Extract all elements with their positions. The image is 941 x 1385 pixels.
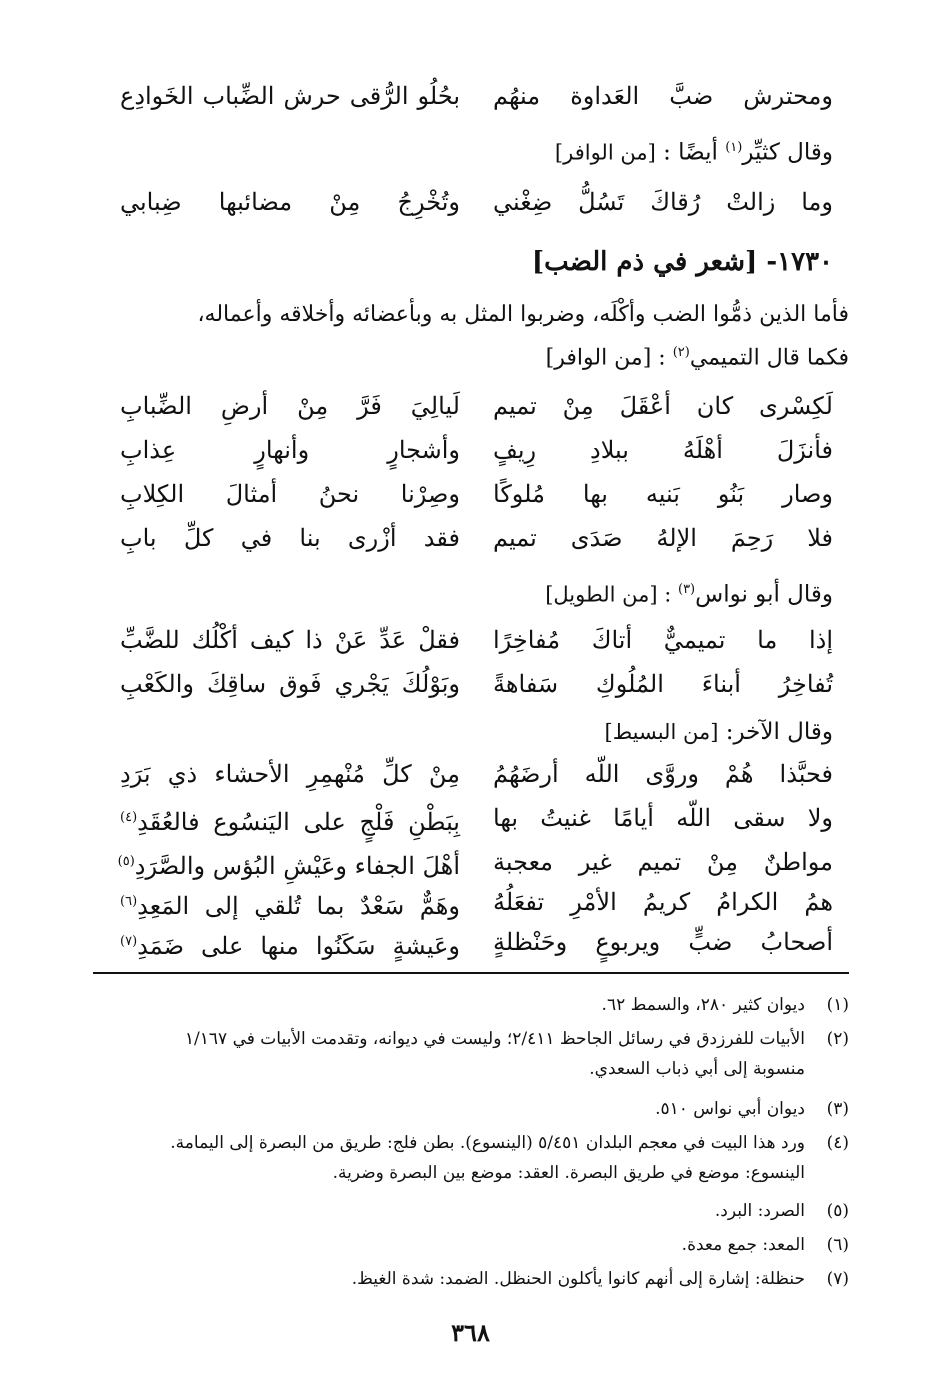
prose-line: فأما الذين ذمُّوا الضب وأكْلَه، وضربوا المثل به وبأعضائه وأخلاقه وأعماله، bbox=[197, 302, 849, 327]
footnote-ref: (٤) bbox=[120, 810, 138, 825]
verse-second-hemistich: بحُلُو الرُّقى حرش الضِّباب الخَوادِع bbox=[120, 82, 460, 110]
verse-first-hemistich: تُفاخِرُ أبناءَ المُلُوكِ سَفاهةً bbox=[493, 670, 833, 698]
verse-first-hemistich: وصار بَنُو بَنيه بها مُلوكًا bbox=[493, 480, 833, 508]
section-number: ١٧٣٠ bbox=[777, 247, 833, 277]
meter-label: : [من الوافر] bbox=[545, 345, 673, 371]
footnote-number: (١) bbox=[826, 995, 849, 1015]
footnote-number: (٣) bbox=[826, 1099, 849, 1119]
verse-intro: وقال أبو نواس$^{(٣)}$ : [من الطويل] bbox=[545, 581, 833, 608]
verse-first-hemistich: مواطنٌ مِنْ تميم غير معجبة bbox=[493, 848, 833, 876]
verse-first-hemistich: ولا سقى اللّه أيامًا غنيتُ بها bbox=[493, 804, 833, 832]
verse-line bbox=[0, 180, 941, 224]
verse-line bbox=[0, 840, 941, 884]
footnote: (٦)المعد: جمع معدة. bbox=[84, 1230, 849, 1260]
footnote: (٣)ديوان أبي نواس ٥١٠. bbox=[84, 1094, 849, 1124]
footnote-ref: (٧) bbox=[120, 934, 138, 949]
verse-second-hemistich: فقد أزْرى بنا في كلِّ بابِ bbox=[120, 524, 460, 552]
footnote-ref: (٦) bbox=[120, 894, 138, 909]
verse-line bbox=[0, 752, 941, 796]
verse-first-hemistich: إذا ما تميميٌّ أتاكَ مُفاخِرًا bbox=[493, 626, 833, 654]
verse-first-hemistich: ومحترش ضبَّ العَداوة منهُم bbox=[493, 82, 833, 110]
verse-second-hemistich: فقلْ عَدِّ عَنْ ذا كيف أكْلُك للضَّبِّ bbox=[120, 626, 460, 654]
verse-first-hemistich: فحبَّذا هُمْ وروَّى اللّه أرضَهُمُ bbox=[493, 760, 833, 788]
verse-line bbox=[0, 880, 941, 924]
verse-first-hemistich: أصحابُ ضبٍّ ويربوعٍ وحَنْظلةٍ bbox=[493, 928, 833, 956]
page-number: ٣٦٨ bbox=[451, 1318, 490, 1347]
footnote: (٢)الأبيات للفرزدق في رسائل الجاحظ ٢/٤١١؛ وليست في ديوانه، وتقدمت الأبيات في ١/١٦٧ منسوبة إلى أبي ذباب السعدي. bbox=[84, 1024, 849, 1084]
verse-intro: وقال كثيِّر$^{(١)}$ أيضًا : [من الوافر] bbox=[554, 139, 833, 166]
footnote: (٤)ورد هذا البيت في معجم البلدان ٥/٤٥١ (الينسوع). بطن فلج: طريق من البصرة إلى اليمامة. الينسوع: موضع في طريق البصرة. العقد: موضع بين البصرة وضرية. bbox=[84, 1128, 849, 1188]
verse-line bbox=[0, 428, 941, 472]
footnote-number: (٦) bbox=[826, 1235, 849, 1255]
footnote-ref: (٢) bbox=[672, 345, 690, 360]
footnote-number: (٤) bbox=[826, 1133, 849, 1153]
verse-second-hemistich: وبَوْلُكَ يَجْري فَوق ساقِكَ والكَعْبِ bbox=[120, 670, 460, 698]
prose-line: فكما قال التميمي$^{(٢)}$ : [من الوافر] bbox=[545, 345, 849, 371]
verse-second-hemistich: أهْلَ الجفاء وعَيْشِ البُؤس والصَّرَدِ$^{(٥)}$ bbox=[117, 852, 460, 880]
meter-label: : [من الطويل] bbox=[545, 582, 678, 607]
footnote-ref: (٥) bbox=[117, 854, 135, 869]
footnote: (٥)الصرد: البرد. bbox=[84, 1196, 849, 1226]
verse-second-hemistich: وأشجارٍ وأنهارٍ عِذابِ bbox=[120, 436, 460, 464]
verse-second-hemistich: وعَيشةٍ سَكَنُوا منها على ضَمَدِ$^{(٧)}$ bbox=[120, 932, 460, 960]
section-heading bbox=[532, 240, 833, 284]
verse-second-hemistich: لَيالِيَ فَرَّ مِنْ أرضِ الضِّبابِ bbox=[120, 392, 460, 420]
footnote-number: (٧) bbox=[826, 1269, 849, 1289]
verse-first-hemistich: فلا رَحِمَ الإلهُ صَدَى تميم bbox=[493, 524, 833, 552]
verse-second-hemistich: مِنْ كلِّ مُنْهمِرِ الأحشاء ذي بَرَدِ bbox=[120, 760, 460, 788]
footnote: (١)ديوان كثير ٢٨٠، والسمط ٦٢. bbox=[84, 990, 849, 1020]
verse-second-hemistich: وتُخْرِجُ مِنْ مضائبها ضِبابي bbox=[120, 188, 460, 216]
verse-second-hemistich: وصِرْنا نحنُ أمثالَ الكِلابِ bbox=[120, 480, 460, 508]
verse-second-hemistich: وهَمٌّ سَعْدٌ بما تُلقي إلى المَعِدِ$^{(٦)}$ bbox=[120, 892, 460, 920]
verse-line bbox=[0, 74, 941, 118]
meter-label: [من الوافر] bbox=[554, 140, 656, 165]
footnote-number: (٢) bbox=[826, 1029, 849, 1049]
verse-line bbox=[0, 662, 941, 706]
footnote-number: (٥) bbox=[826, 1201, 849, 1221]
verse-first-hemistich: لَكِسْرى كان أعْقَلَ مِنْ تميم bbox=[493, 392, 833, 420]
verse-first-hemistich: فأنزَلَ أهْلَهُ ببلادِ رِيفٍ bbox=[493, 436, 833, 464]
verse-line bbox=[0, 796, 941, 840]
prose-paragraph bbox=[92, 296, 849, 377]
verse-intro: وقال الآخر: [من البسيط] bbox=[604, 719, 833, 745]
footnote-ref: (٣) bbox=[677, 582, 696, 597]
verse-line bbox=[0, 920, 941, 964]
verse-line bbox=[0, 472, 941, 516]
section-title: - [شعر في ذم الضب] bbox=[531, 247, 778, 277]
verse-second-hemistich: بِبَطْنِ فَلْجٍ على اليَنسُوع فالعُقَدِ$^{(٤)}$ bbox=[120, 808, 460, 836]
footnote: (٧)حنظلة: إشارة إلى أنهم كانوا يأكلون الحنظل. الضمد: شدة الغيظ. bbox=[84, 1264, 849, 1294]
footnote-separator bbox=[93, 972, 849, 974]
verse-line bbox=[0, 516, 941, 560]
footnote-ref: (١) bbox=[725, 140, 743, 155]
verse-first-hemistich: همُ الكرامُ كريمُ الأمْرِ تفعَلُهُ bbox=[493, 888, 833, 916]
verse-line bbox=[0, 384, 941, 428]
verse-first-hemistich: وما زالتْ رُقاكَ تَسُلُّ ضِغْني bbox=[493, 188, 833, 216]
verse-line bbox=[0, 618, 941, 662]
meter-label: [من البسيط] bbox=[604, 720, 719, 744]
